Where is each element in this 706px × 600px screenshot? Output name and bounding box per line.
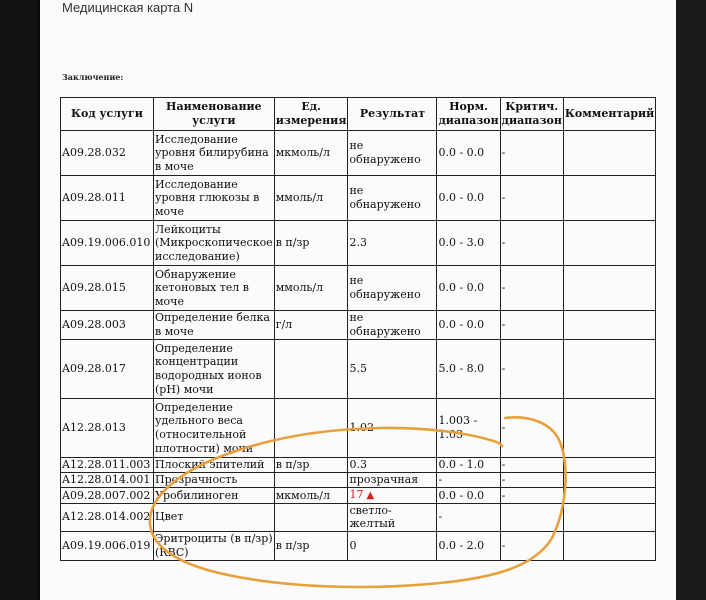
header-unit: Ед. измерения: [274, 98, 348, 131]
normal-range-text: 0.0 - 1.0: [438, 458, 485, 472]
table-row: [61, 311, 656, 340]
comment-cell: [563, 458, 655, 473]
normal-range-cell: [437, 531, 500, 560]
service-code-text: A09.28.032: [62, 146, 126, 160]
service-name-cell: [154, 458, 275, 473]
normal-range-cell: [437, 488, 500, 504]
table-row: [61, 458, 656, 473]
header-row: [61, 98, 656, 131]
critical-range-cell: [500, 531, 563, 560]
normal-range-text: 0.0 - 0.0: [438, 146, 485, 160]
result-text: не обнаружено: [349, 274, 421, 301]
unit-text: мкмоль/л: [275, 488, 330, 502]
service-name-cell: [154, 340, 275, 399]
critical-range-cell: [500, 266, 563, 311]
service-name-text: Плоский эпителий: [155, 458, 265, 472]
critical-range-cell: [500, 503, 563, 531]
service-name-text: Прозрачность: [155, 473, 238, 487]
unit-cell: [274, 311, 348, 340]
service-code-text: A09.28.015: [62, 281, 126, 295]
unit-cell: [274, 503, 348, 531]
unit-text: ммоль/л: [275, 191, 324, 205]
result-text: 17: [349, 488, 364, 501]
critical-range-text: -: [501, 191, 506, 205]
normal-range-text: -: [438, 510, 443, 524]
service-code-cell: [61, 399, 154, 458]
result-text: не обнаружено: [349, 311, 421, 338]
service-code-cell: [61, 503, 154, 531]
unit-text: г/л: [275, 318, 293, 332]
critical-range-text: -: [501, 538, 506, 552]
service-code-cell: [61, 221, 154, 266]
unit-cell: [274, 340, 348, 399]
comment-cell: [563, 473, 655, 488]
service-code-text: A12.28.014.002: [62, 510, 151, 524]
result-cell: [348, 399, 437, 458]
comment-cell: [563, 531, 655, 560]
service-code-text: A09.28.007.002: [62, 488, 151, 502]
normal-range-text: 0.0 - 0.0: [438, 281, 485, 295]
result-text: 0: [349, 538, 357, 552]
service-code-text: A09.19.006.010: [62, 236, 151, 250]
result-text: не обнаружено: [349, 184, 421, 211]
table-row: [61, 503, 656, 531]
dark-margin-right: [674, 0, 706, 600]
critical-range-text: -: [501, 362, 506, 376]
result-cell: [348, 340, 437, 399]
service-name-text: Определение концентрации водородных ионов (pH) мочи: [155, 341, 262, 396]
table-row: [61, 266, 656, 311]
service-code-cell: [61, 531, 154, 560]
result-text: 5.5: [349, 362, 367, 376]
conclusion-label: Заключение:: [62, 72, 124, 82]
service-code-text: A12.28.011.003: [62, 458, 151, 472]
unit-text: мкмоль/л: [275, 146, 330, 160]
result-text: не обнаружено: [349, 139, 421, 166]
result-cell: [348, 221, 437, 266]
critical-range-cell: [500, 176, 563, 221]
table-row: [61, 131, 656, 176]
unit-cell: [274, 176, 348, 221]
service-code-cell: [61, 458, 154, 473]
result-cell: [348, 473, 437, 488]
unit-cell: [274, 221, 348, 266]
result-cell: [348, 266, 437, 311]
lab-results-table: [60, 97, 656, 561]
critical-range-cell: [500, 488, 563, 504]
result-cell: [348, 531, 437, 560]
service-name-cell: [154, 399, 275, 458]
table-row: [61, 221, 656, 266]
service-name-text: Определение белка в моче: [155, 311, 270, 338]
service-name-text: Лейкоциты (Микроскопическое исследование): [155, 222, 273, 263]
service-name-cell: [154, 488, 275, 504]
normal-range-cell: [437, 131, 500, 176]
critical-range-text: -: [501, 473, 506, 487]
service-name-text: Цвет: [155, 510, 184, 524]
comment-cell: [563, 266, 655, 311]
unit-text: в п/зр: [275, 458, 310, 472]
result-cell: [348, 176, 437, 221]
unit-cell: [274, 458, 348, 473]
table-row: [61, 488, 656, 504]
normal-range-text: 0.0 - 0.0: [438, 318, 485, 332]
service-name-text: Эритроциты (в п/зр) (RBC): [155, 532, 273, 559]
service-code-text: A09.28.017: [62, 362, 126, 376]
service-name-cell: [154, 503, 275, 531]
red-up-triangle-icon: ▲: [366, 490, 375, 501]
unit-cell: [274, 266, 348, 311]
service-name-cell: [154, 176, 275, 221]
result-text: 2.3: [349, 236, 367, 250]
critical-range-text: -: [501, 236, 506, 250]
service-name-text: Определение удельного веса (относительной плотности) мочи: [155, 400, 254, 455]
service-code-text: A09.19.006.019: [62, 538, 151, 552]
service-name-cell: [154, 131, 275, 176]
comment-cell: [563, 311, 655, 340]
header-result: Результат: [348, 98, 437, 131]
table-row: [61, 531, 656, 560]
service-name-text: Уробилиноген: [155, 488, 239, 502]
result-text: 1.02: [349, 421, 374, 435]
normal-range-cell: [437, 311, 500, 340]
service-name-cell: [154, 266, 275, 311]
service-name-text: Обнаружение кетоновых тел в моче: [155, 267, 249, 308]
medical-card-title: Медицинская карта N: [62, 0, 194, 15]
critical-range-cell: [500, 311, 563, 340]
service-name-text: Исследование уровня глюкозы в моче: [155, 177, 260, 218]
normal-range-text: 0.0 - 0.0: [438, 191, 485, 205]
service-code-text: A12.28.013: [62, 421, 126, 435]
normal-range-cell: [437, 458, 500, 473]
service-code-cell: [61, 311, 154, 340]
service-code-text: A09.28.011: [62, 191, 126, 205]
result-cell: [348, 131, 437, 176]
normal-range-cell: [437, 473, 500, 488]
critical-range-cell: [500, 221, 563, 266]
critical-range-cell: [500, 458, 563, 473]
header-code: Код услуги: [61, 98, 154, 131]
table-row: [61, 340, 656, 399]
critical-range-cell: [500, 340, 563, 399]
normal-range-text: 5.0 - 8.0: [438, 362, 485, 376]
unit-text: в п/зр: [275, 538, 310, 552]
service-name-cell: [154, 473, 275, 488]
normal-range-cell: [437, 266, 500, 311]
unit-cell: [274, 488, 348, 504]
result-text: прозрачная: [349, 473, 419, 487]
normal-range-cell: [437, 399, 500, 458]
normal-range-cell: [437, 340, 500, 399]
unit-cell: [274, 531, 348, 560]
service-name-cell: [154, 311, 275, 340]
unit-text: в п/зр: [275, 236, 310, 250]
table-row: [61, 176, 656, 221]
table-row: [61, 473, 656, 488]
service-code-cell: [61, 176, 154, 221]
critical-range-cell: [500, 131, 563, 176]
normal-range-text: 0.0 - 3.0: [438, 236, 485, 250]
result-text: 0.3: [349, 458, 367, 472]
normal-range-cell: [437, 221, 500, 266]
unit-cell: [274, 473, 348, 488]
result-cell: [348, 488, 437, 504]
unit-text: ммоль/л: [275, 281, 324, 295]
document-page: [40, 0, 676, 600]
normal-range-text: -: [438, 473, 443, 487]
service-code-cell: [61, 266, 154, 311]
critical-range-cell: [500, 473, 563, 488]
critical-range-text: -: [501, 281, 506, 295]
normal-range-text: 1.003 - 1.03: [438, 414, 478, 441]
header-critical-range: Критич. диапазон: [500, 98, 563, 131]
service-code-cell: [61, 473, 154, 488]
normal-range-text: 0.0 - 0.0: [438, 488, 485, 502]
dark-margin-left: [0, 0, 38, 600]
result-cell: [348, 311, 437, 340]
header-normal-range: Норм. диапазон: [437, 98, 500, 131]
service-name-cell: [154, 531, 275, 560]
comment-cell: [563, 176, 655, 221]
critical-range-cell: [500, 399, 563, 458]
result-cell: [348, 458, 437, 473]
result-text: светло-желтый: [349, 503, 396, 531]
header-service-name: Наименование услуги: [154, 98, 275, 131]
table-row: [61, 399, 656, 458]
critical-range-text: -: [501, 458, 506, 472]
normal-range-cell: [437, 176, 500, 221]
service-code-cell: [61, 131, 154, 176]
critical-range-text: -: [501, 146, 506, 160]
comment-cell: [563, 131, 655, 176]
service-code-text: A09.28.003: [62, 318, 126, 332]
unit-cell: [274, 399, 348, 458]
critical-range-text: -: [501, 318, 506, 332]
header-comment: Комментарий: [563, 98, 655, 131]
normal-range-text: 0.0 - 2.0: [438, 538, 485, 552]
service-code-cell: [61, 340, 154, 399]
normal-range-cell: [437, 503, 500, 531]
comment-cell: [563, 221, 655, 266]
service-code-cell: [61, 488, 154, 504]
service-code-text: A12.28.014.001: [62, 473, 151, 487]
result-cell: [348, 503, 437, 531]
critical-range-text: -: [501, 488, 506, 502]
service-name-cell: [154, 221, 275, 266]
comment-cell: [563, 503, 655, 531]
critical-range-text: -: [501, 421, 506, 435]
comment-cell: [563, 340, 655, 399]
service-name-text: Исследование уровня билирубина в моче: [155, 132, 269, 173]
comment-cell: [563, 488, 655, 504]
unit-cell: [274, 131, 348, 176]
comment-cell: [563, 399, 655, 458]
